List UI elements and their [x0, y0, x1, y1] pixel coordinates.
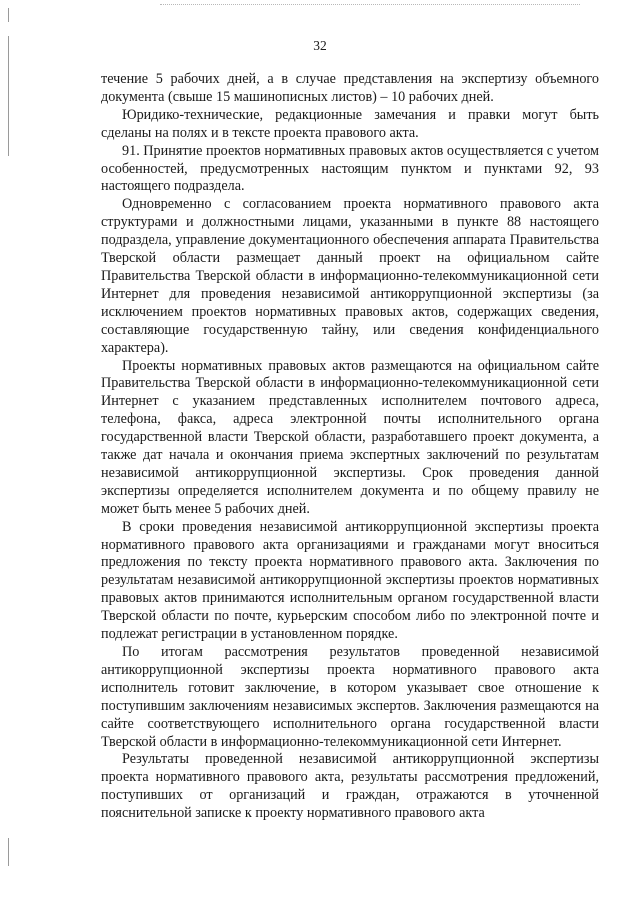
- paragraph: течение 5 рабочих дней, а в случае представления на экспертизу объемного документа (свыше 15 машинописных листов) – 10 рабочих дней.: [101, 71, 599, 105]
- binding-mark-lower: [8, 838, 9, 866]
- binding-mark-top: [8, 8, 9, 22]
- paragraph: Юридико-технические, редакционные замечания и правки могут быть сделаны на полях и в тексте проекта правового акта.: [101, 106, 599, 141]
- paragraph: Одновременно с согласованием проекта нормативного правового акта структурами и должностными лицами, указанными в пункте 88 настоящего подраздела, управление документационного обеспечения аппарата Правительства Тверской области размещает данный проект на официальном сайте Правительства Тверской области в информационно-телекоммуникационной сети Интернет для проведения независимой антикоррупционной экспертизы (за исключением проектов нормативных правовых актов, содержащих сведения, составляющие государственную тайну, или сведения конфиденциального характера).: [101, 196, 599, 356]
- body-text: [101, 71, 599, 823]
- paragraph: По итогам рассмотрения результатов проведенной независимой антикоррупционной экспертизы проекта нормативного правового акта исполнитель готовит заключение, в котором указывает свое отношение к поступившим заключениям независимых экспертов. Заключения размещаются на сайте соответствующего исполнительного органа государственной власти Тверской области в информационно-телекоммуникационной сети Интернет.: [101, 644, 599, 750]
- paragraph: Результаты проведенной независимой антикоррупционной экспертизы проекта нормативного правового акта, результаты рассмотрения предложений, поступивших от организаций и граждан, отражаются в уточненной пояснительной записке к проекту нормативного правового акта: [101, 751, 599, 822]
- binding-mark-upper: [8, 36, 9, 156]
- paragraph: Проекты нормативных правовых актов размещаются на официальном сайте Правительства Тверской области в информационно-телекоммуникационной сети Интернет с указанием представленных исполнителем почтового адреса, телефона, факса, адреса электронной почты исполнительного органа государственной власти Тверской области, разработавшего проект документа, а также дат начала и окончания приема экспертных заключений по результатам независимой антикоррупционной экспертизы. Срок проведения данной экспертизы определяется исполнителем документа и по общему правилу не может быть менее 5 рабочих дней.: [101, 357, 599, 517]
- paragraph: 91. Принятие проектов нормативных правовых актов осуществляется с учетом особенностей, предусмотренных настоящим пунктом и пунктами 92, 93 настоящего подраздела.: [101, 142, 599, 195]
- page-number: 32: [313, 38, 327, 53]
- paragraph: В сроки проведения независимой антикоррупционной экспертизы проекта нормативного правового акта организациями и гражданами могут вноситься предложения по тексту проекта нормативного правового акта. Заключения по результатам независимой антикоррупционной экспертизы проектов нормативных правовых актов принимаются исполнительным органом государственной власти Тверской области по почте, курьерским способом либо по электронной почте и подлежат регистрации в установленном порядке.: [101, 518, 599, 643]
- scan-edge-line: [160, 4, 580, 5]
